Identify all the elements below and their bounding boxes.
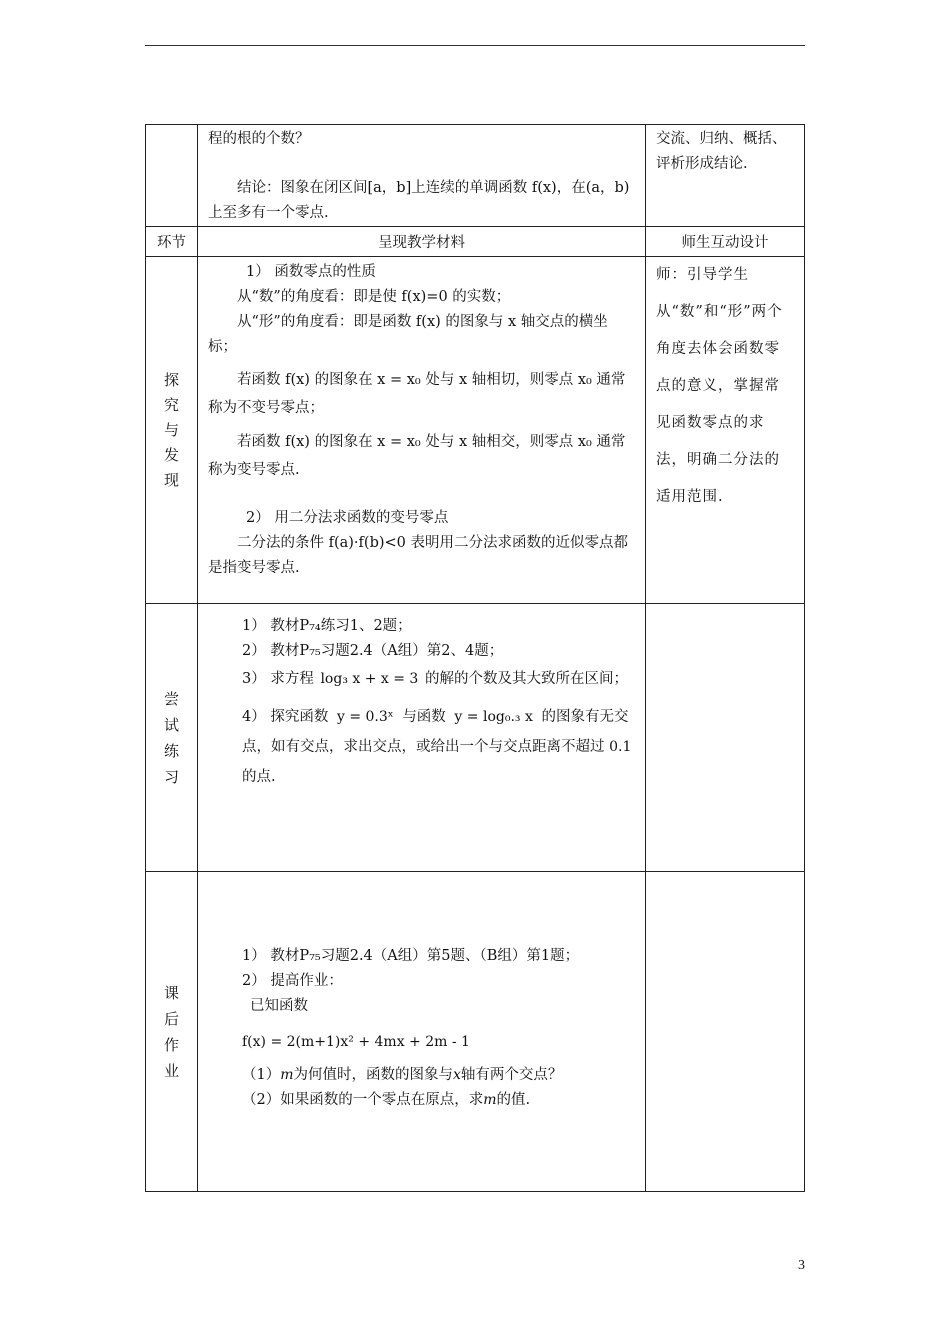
number: 0.1 <box>609 739 632 755</box>
header-row <box>146 227 805 257</box>
row-explore <box>146 257 805 604</box>
row-practice <box>146 604 805 872</box>
interaction-explore <box>646 257 805 604</box>
header-materials: 呈现教学材料 <box>198 227 646 257</box>
homework-item: 2） 提高作业： <box>242 973 343 989</box>
stage-char: 试 <box>163 715 179 734</box>
header-interaction: 师生互动设计 <box>646 227 805 257</box>
var-m: m <box>483 1092 497 1108</box>
homework-question <box>242 1063 635 1088</box>
practice-item <box>242 702 635 792</box>
row-continuation-interaction <box>646 125 805 227</box>
stage-char: 习 <box>163 767 179 786</box>
row-homework <box>146 872 805 1192</box>
practice-text: 的解的个数及其大致所在区间； <box>424 671 628 687</box>
stage-char: 作 <box>163 1035 179 1054</box>
homework-question <box>242 1088 635 1113</box>
question-text: 轴有两个交点？ <box>460 1067 563 1083</box>
stage-label <box>146 604 197 871</box>
interaction-homework <box>646 872 805 1192</box>
conclusion-text: 图象在闭区间[a，b]上连续的单调函数 f(x)，在(a，b)上至多有一个零点. <box>208 180 630 221</box>
materials-practice <box>198 604 646 872</box>
practice-text: 4） 探究函数 <box>242 709 329 725</box>
text-line: 若函数 f(x) 的图象在 x = x₀ 处与 x 轴相切，则零点 x₀ 通常称为不变号零点； <box>208 372 626 416</box>
practice-item: 1） 教材P₇₄练习1、2题； <box>242 618 412 634</box>
homework-text: 已知函数 <box>250 998 308 1014</box>
stage-label <box>146 257 197 603</box>
equation-log03: y = log₀.₃ x <box>454 709 533 725</box>
stage-char: 业 <box>163 1061 179 1080</box>
practice-item <box>242 664 635 694</box>
content-line: 程的根的个数？ <box>208 131 310 147</box>
materials-explore <box>198 257 646 604</box>
interaction-text: 师：引导学生从“数”和“形”两个角度去体会函数零点的意义，掌握常见函数零点的求法，明确二分法的适用范围. <box>656 267 783 505</box>
item-title: 2） 用二分法求函数的变号零点 <box>246 510 449 526</box>
stage-char: 后 <box>163 1009 179 1028</box>
equation-log: log₃ x + x = 3 <box>320 671 419 687</box>
stage-explore <box>146 257 198 604</box>
text-line: 从“数”的角度看：即是使 f(x)=0 的实数； <box>237 289 511 305</box>
stage-homework <box>146 872 198 1192</box>
text-line: 二分法的条件 f(a)·f(b)<0 表明用二分法求函数的近似零点都是指变号零点. <box>208 535 628 576</box>
stage-char: 课 <box>163 983 179 1002</box>
question-text: 为何值时，函数的图象与 <box>293 1067 454 1083</box>
var-m: m <box>280 1067 294 1083</box>
interaction-practice <box>646 604 805 872</box>
lesson-table <box>145 124 805 1192</box>
practice-text: 的点. <box>242 769 276 785</box>
stage-char: 究 <box>163 395 179 414</box>
practice-item: 2） 教材P₇₅习题2.4（A组）第2、4题； <box>242 643 504 659</box>
conclusion <box>208 176 635 226</box>
stage-char: 练 <box>163 741 179 760</box>
stage-char: 尝 <box>163 689 179 708</box>
header-stage: 环节 <box>146 227 198 257</box>
materials-homework <box>198 872 646 1192</box>
stage-char: 与 <box>163 420 179 439</box>
stage-practice <box>146 604 198 872</box>
homework-item: 1） 教材P₇₅习题2.4（A组）第5题、（B组）第1题； <box>242 948 580 964</box>
page-number: 3 <box>798 1258 805 1273</box>
practice-text: 的图象有无交点，如有交点，求出交点，或给出一个与交点距离不超过 <box>242 709 629 755</box>
var-x: x <box>453 1067 461 1083</box>
conclusion-label: 结论： <box>237 180 281 196</box>
practice-text: 与函数 <box>402 709 446 725</box>
stage-char: 探 <box>163 370 179 389</box>
row-continuation-label <box>146 125 198 227</box>
row-continuation-content <box>198 125 646 227</box>
question-text: 的值. <box>496 1092 531 1108</box>
stage-char: 现 <box>163 470 179 489</box>
stage-char: 发 <box>163 445 179 464</box>
interaction-text: 交流、归纳、概括、评析形成结论. <box>656 131 787 172</box>
text-line: 若函数 f(x) 的图象在 x = x₀ 处与 x 轴相交，则零点 x₀ 通常称为变号零点. <box>208 434 626 478</box>
item-title: 1） 函数零点的性质 <box>246 264 376 280</box>
stage-label <box>146 872 197 1191</box>
question-text: （1） <box>242 1067 281 1083</box>
text-line: 从“形”的角度看：即是函数 f(x) 的图象与 x 轴交点的横坐标； <box>208 314 608 355</box>
equation-exp: y = 0.3ˣ <box>336 709 394 725</box>
function-formula: f(x) = 2(m+1)x² + 4mx + 2m - 1 <box>242 1034 470 1050</box>
header-rule <box>145 45 805 46</box>
row-continuation <box>146 125 805 227</box>
question-text: （2）如果函数的一个零点在原点，求 <box>242 1092 484 1108</box>
practice-text: 3） 求方程 <box>242 671 314 687</box>
